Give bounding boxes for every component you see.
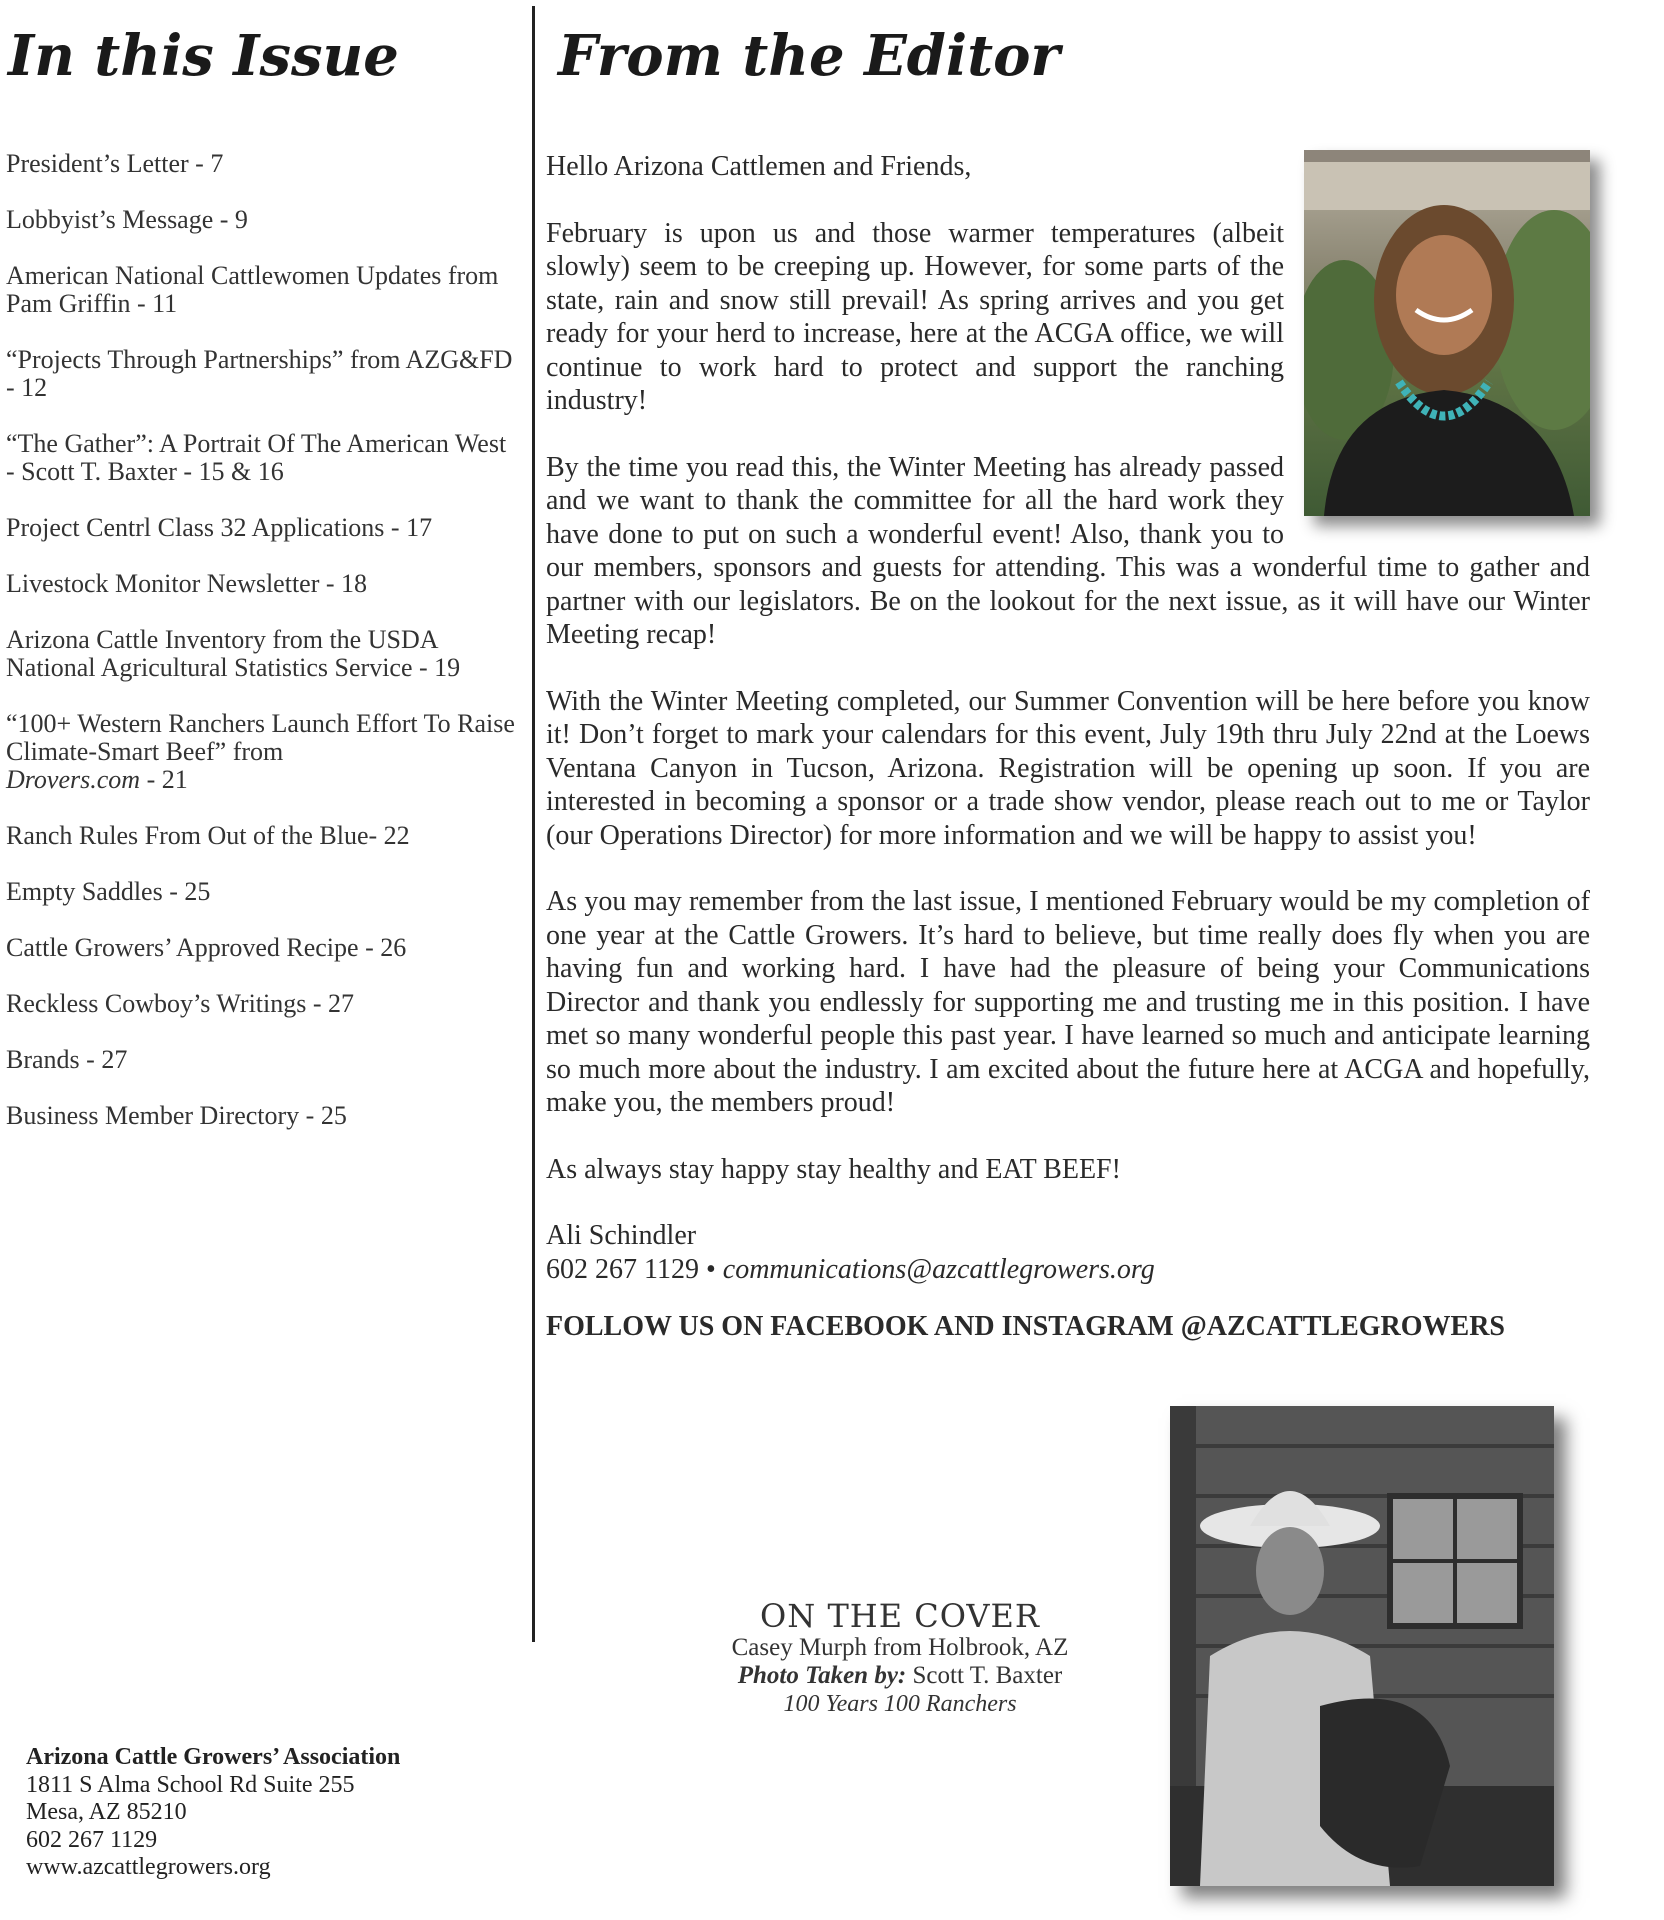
address-phone: 602 267 1129	[26, 1826, 158, 1853]
letter-paragraph: As always stay happy stay healthy and EAT BEEF!	[546, 1153, 1121, 1185]
toc-item: Lobbyist’s Message - 9	[6, 205, 248, 234]
address-org: Arizona Cattle Growers’ Association	[26, 1744, 401, 1770]
cover-subject: Casey Murph from Holbrook, AZ	[731, 1634, 1069, 1661]
letter-paragraph: By the time you read this, the Winter Meeting has already passed and we want to thank the committee for all the hard work they have done to put on such a wonderful event! Also, thank you to our members, sponsors and guests for attending. This was a wonderful time to gather and partner with our legislators. Be on the lookout for the next issue, as it will have our Winter Meeting recap!	[546, 451, 1590, 650]
toc-item: American National Cattlewomen Updates from Pam Griffin - 11	[6, 261, 499, 318]
letter-signature	[546, 1219, 1590, 1286]
cover-heading: ON THE COVER	[760, 1597, 1040, 1635]
editor-title: From the Editor	[558, 23, 1060, 89]
address-street: 1811 S Alma School Rd Suite 255	[26, 1771, 355, 1798]
signature-phone: 602 267 1129	[546, 1253, 699, 1285]
toc-title: In this Issue	[8, 23, 399, 89]
cover-illustration	[1170, 1406, 1554, 1886]
portrait-illustration	[1304, 150, 1590, 516]
cover-credit-label: Photo Taken by:	[737, 1662, 907, 1689]
address-website-link[interactable]: www.azcattlegrowers.org	[26, 1854, 271, 1880]
toc-item: Brands - 27	[6, 1045, 128, 1074]
toc-item: Empty Saddles - 25	[6, 877, 211, 906]
cover-credit-name: Scott T. Baxter	[906, 1662, 1063, 1689]
signature-name: Ali Schindler	[546, 1220, 697, 1251]
toc-item: Reckless Cowboy’s Writings - 27	[6, 989, 355, 1018]
toc-item: Arizona Cattle Inventory from the USDA National Agricultural Statistics Service - 19	[6, 625, 461, 682]
toc-list	[6, 150, 516, 1158]
toc-item: Ranch Rules From Out of the Blue- 22	[6, 821, 410, 850]
cover-project: 100 Years 100 Ranchers	[783, 1691, 1017, 1717]
address-city: Mesa, AZ 85210	[26, 1799, 187, 1825]
association-address	[26, 1744, 400, 1882]
cover-credit	[700, 1662, 1100, 1690]
editor-letter	[546, 150, 1590, 1377]
toc-item-page: - 21	[140, 765, 188, 794]
toc-item: Livestock Monitor Newsletter - 18	[6, 569, 368, 598]
letter-greeting: Hello Arizona Cattlemen and Friends,	[546, 151, 972, 182]
editor-portrait-photo	[1304, 150, 1590, 516]
bullet-separator: •	[698, 1253, 723, 1285]
toc-item: President’s Letter - 7	[6, 149, 224, 178]
letter-paragraph: With the Winter Meeting completed, our Summer Convention will be here before you know it! Don’t forget to mark your calendars for this event, July 19th thru July 22nd at the Loews Ventana Canyon in Tucson, Arizona. Registration will be opening up soon. If you are interested in becoming a sponsor or a trade show vendor, please reach out to me or Taylor (our Operations Director) for more information and we will be happy to assist you!	[546, 685, 1590, 851]
toc-item-text: “100+ Western Ranchers Launch Effort To Raise Climate-Smart Beef” from	[6, 709, 515, 766]
letter-paragraph: February is upon us and those warmer temperatures (albeit slowly) seem to be creeping up. However, for some parts of the state, rain and snow still prevail! As spring arrives and you get ready for your herd to increase, here at the ACGA office, we will continue to work hard to protect and support the ranching industry!	[546, 217, 1284, 416]
email-link[interactable]: communications@azcattlegrowers.org	[722, 1253, 1155, 1285]
toc-item: “Projects Through Partnerships” from AZG&FD - 12	[6, 345, 513, 402]
toc-item: Business Member Directory - 25	[6, 1101, 347, 1130]
letter-paragraph: As you may remember from the last issue, I mentioned February would be my completion of one year at the Cattle Growers. It’s hard to believe, but time really does fly when you are having fun and working hard. I have had the pleasure of being your Communications Director and thank you endlessly for supporting me and trusting me in this position. I have met so many wonderful people this past year. I have learned so much and anticipate learning so much more about the industry. I am excited about the future here at ACGA and hopefully, make you, the members proud!	[546, 886, 1590, 1118]
follow-us-line: FOLLOW US ON FACEBOOK AND INSTAGRAM @AZCATTLEGROWERS	[546, 1311, 1505, 1342]
toc-item: Cattle Growers’ Approved Recipe - 26	[6, 933, 407, 962]
toc-item: Project Centrl Class 32 Applications - 17	[6, 513, 433, 542]
toc-item	[6, 710, 516, 794]
toc-item: “The Gather”: A Portrait Of The American West - Scott T. Baxter - 15 & 16	[6, 429, 507, 486]
cover-caption	[700, 1598, 1100, 1718]
cover-photo	[1170, 1406, 1554, 1886]
signature-contact	[546, 1253, 1590, 1287]
column-divider	[532, 6, 535, 1642]
toc-item-source: Drovers.com	[6, 765, 141, 794]
